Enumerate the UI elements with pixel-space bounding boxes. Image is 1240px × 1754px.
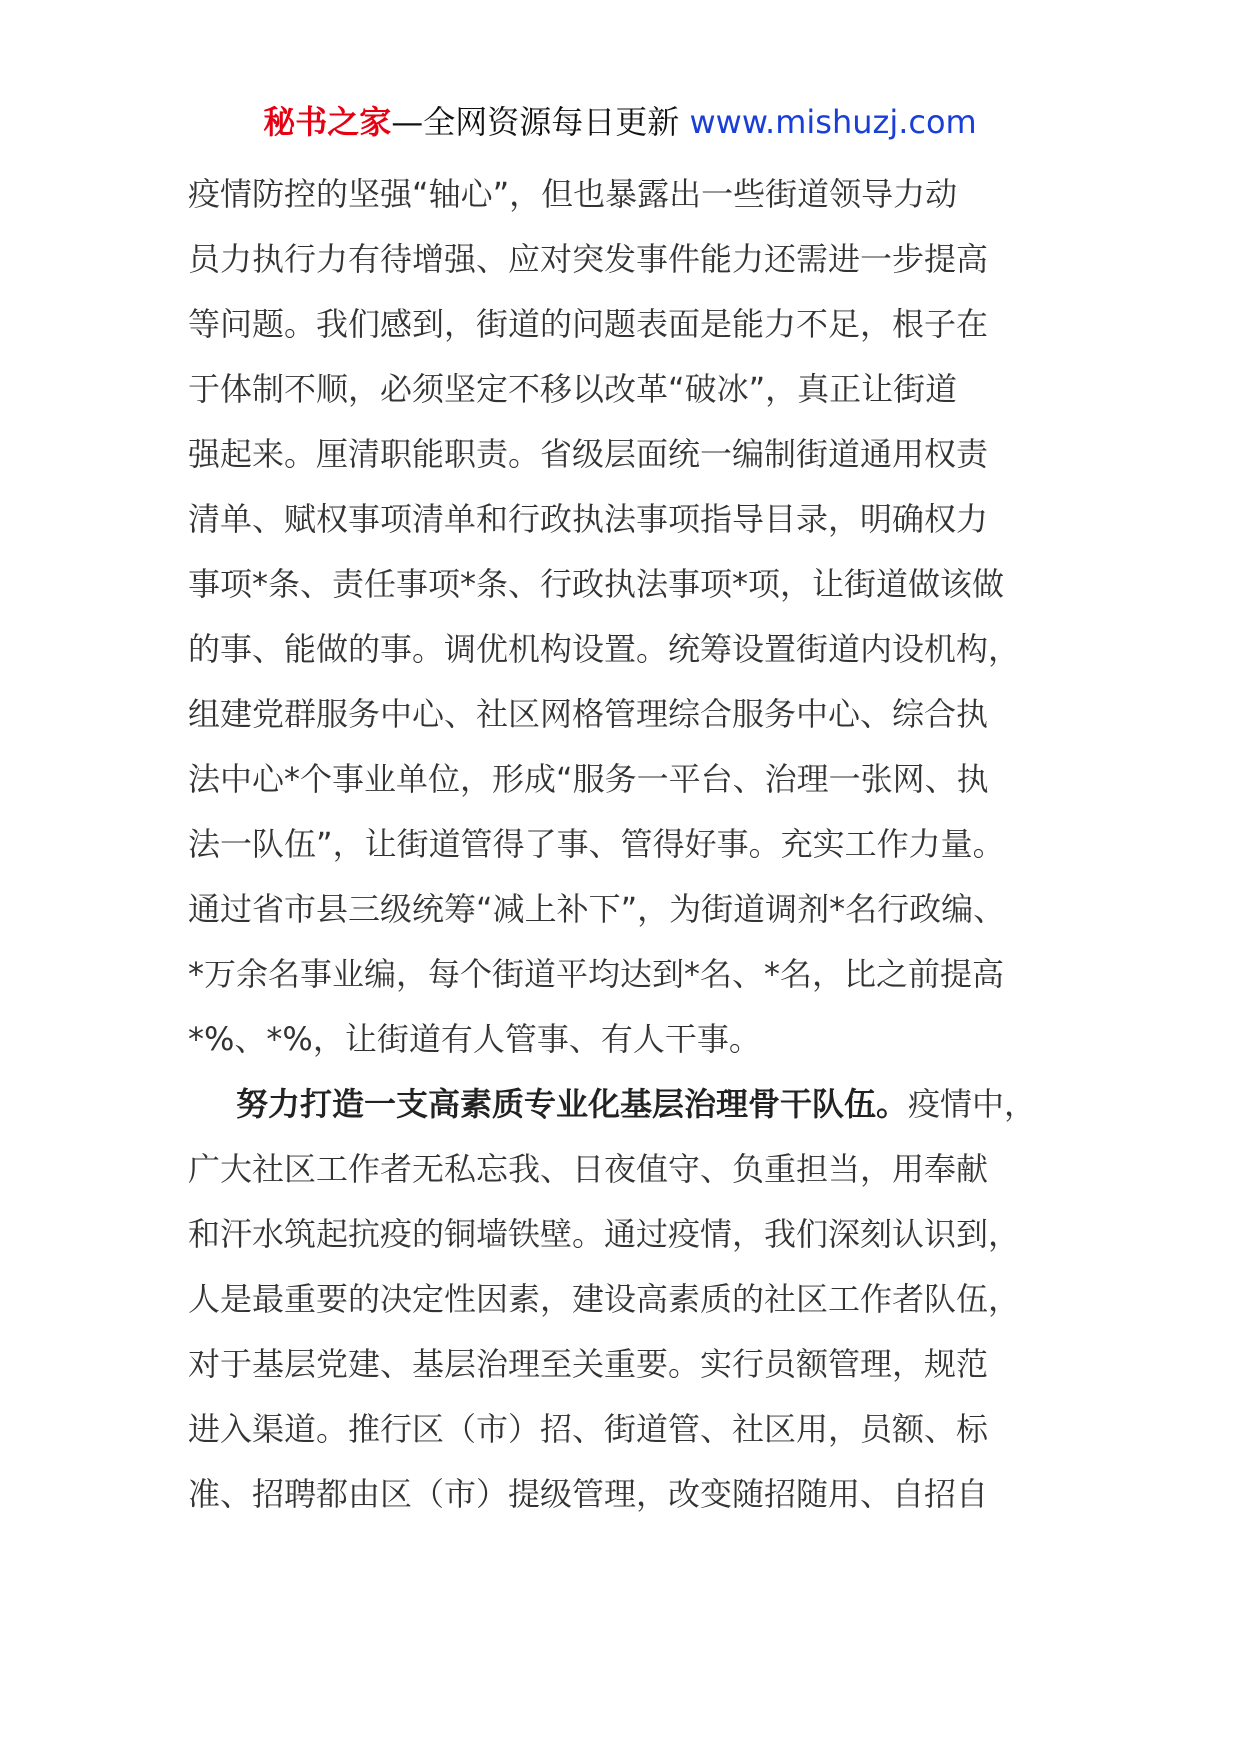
text-line: 准、招聘都由区（市）提级管理，改变随招随用、自招自 bbox=[188, 1475, 989, 1513]
heading-continuation: 疫情中， bbox=[908, 1085, 1037, 1123]
text-line: 等问题。我们感到，街道的问题表面是能力不足，根子在 bbox=[188, 305, 989, 343]
text-line: 疫情防控的坚强“轴心”，但也暴露出一些街道领导力动 bbox=[188, 175, 958, 213]
text-line: 于体制不顺，必须坚定不移以改革“破冰”，真正让街道 bbox=[188, 370, 958, 408]
text-line: 法一队伍”，让街道管得了事、管得好事。充实工作力量。 bbox=[188, 825, 1005, 863]
text-line: 的事、能做的事。调优机构设置。统筹设置街道内设机构， bbox=[188, 630, 1021, 668]
text-line: *万余名事业编，每个街道平均达到*名、*名，比之前提高 bbox=[188, 955, 1005, 993]
text-line: 清单、赋权事项清单和行政执法事项指导目录，明确权力 bbox=[188, 500, 989, 538]
text-line: *%、*%，让街道有人管事、有人干事。 bbox=[188, 1020, 761, 1058]
text-line: 法中心*个事业单位，形成“服务一平台、治理一张网、执 bbox=[188, 760, 989, 798]
header-tagline: —全网资源每日更新 bbox=[391, 103, 680, 141]
document-body bbox=[188, 162, 1088, 1527]
text-line: 通过省市县三级统筹“减上补下”，为街道调剂*名行政编、 bbox=[188, 890, 1006, 928]
text-line: 员力执行力有待增强、应对突发事件能力还需进一步提高 bbox=[188, 240, 989, 278]
paragraph-2 bbox=[188, 1072, 1088, 1527]
site-url-link[interactable]: www.mishuzj.com bbox=[689, 103, 977, 141]
page-header bbox=[0, 100, 1240, 144]
section-heading: 努力打造一支高素质专业化基层治理骨干队伍。 bbox=[236, 1085, 909, 1123]
text-line: 进入渠道。推行区（市）招、街道管、社区用，员额、标 bbox=[188, 1410, 989, 1448]
text-line: 事项*条、责任事项*条、行政执法事项*项，让街道做该做 bbox=[188, 565, 1005, 603]
brand-name: 秘书之家 bbox=[263, 103, 392, 141]
text-line: 广大社区工作者无私忘我、日夜值守、负重担当，用奉献 bbox=[188, 1150, 989, 1188]
text-line: 人是最重要的决定性因素，建设高素质的社区工作者队伍， bbox=[188, 1280, 1021, 1318]
paragraph-2-first-line bbox=[188, 1072, 1088, 1137]
text-line: 组建党群服务中心、社区网格管理综合服务中心、综合执 bbox=[188, 695, 989, 733]
text-line: 对于基层党建、基层治理至关重要。实行员额管理，规范 bbox=[188, 1345, 989, 1383]
paragraph-1 bbox=[188, 162, 1088, 1072]
text-line: 和汗水筑起抗疫的铜墙铁壁。通过疫情，我们深刻认识到， bbox=[188, 1215, 1021, 1253]
text-line: 强起来。厘清职能职责。省级层面统一编制街道通用权责 bbox=[188, 435, 989, 473]
